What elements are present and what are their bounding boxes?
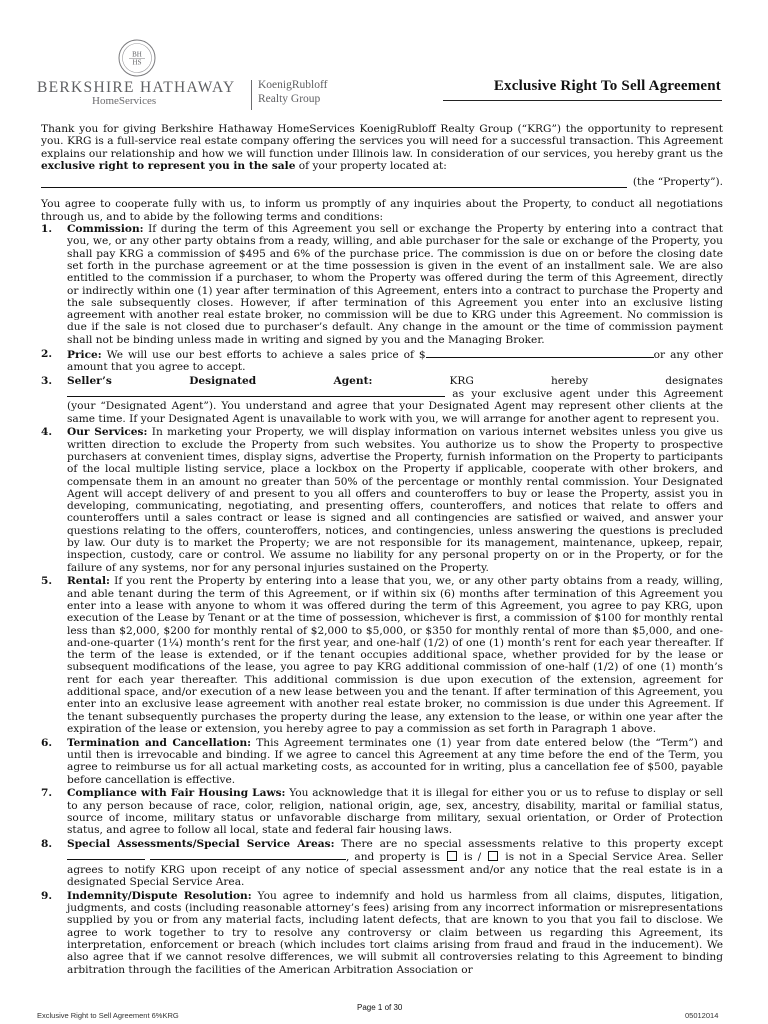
footer-page-number: Page 1 of 30 — [357, 1003, 403, 1012]
section-rental: 5. Rental: If you rent the Property by entering into a lease that you, we, or any other party obtains from a ready, willing, and able tenant during the term of this Agreement, or if within six (6) months after termination of this Agreement you enter into a lease with anyone to whom it was offered during the term of this Agreement, you agree to pay KRG, upon execution of the Lease by Tenant or at the time of possession, whichever is first, a commission of $100 for monthly rental less than $2,000, $200 for monthly rental of $2,000 to $5,000, or $350 for monthly rental of more than $5,000, and one-and-one-quarter (1¼) month’s rent for the first year, and one-half (1/2) of one (1) month’s rent for each year thereafter. If the term of the lease is extended, or if the tenant occupies additional space, whether provided for by the lease or subsequent modifications of the lease, you agree to pay KRG additional commission of one-half (1/2) of one (1) month’s rent for each year thereafter. This additional commission is due upon execution of the extension, agreement for additional space, and/or execution of a new lease between you and the tenant. If after termination of this Agreement, you enter into an exclusive lease agreement with another real estate broker, no commission is due under this Agreement. If the tenant subsequently purchases the property during the lease, any extension to the lease, or within one year after the expiration of the lease or extension, you hereby agree to pay a commission as set forth in Paragraph 1 above. — [41, 575, 723, 735]
section-designated-agent: 3. Seller’s Designated Agent: KRG hereby designates as your exclusive agent under this Agreement (your “Designated Agent”). You understand and agree that your Designated Agent may represent other clients at the same time. If your Designated Agent is unavailable to work with you, we will arrange for another agent to represent you. — [41, 374, 724, 425]
document-title: Exclusive Right To Sell Agreement — [493, 78, 721, 94]
partner-line-2: Realty Group — [258, 93, 321, 105]
section-fair-housing: 7. Compliance with Fair Housing Laws: You acknowledge that it is illegal for either you or us to refuse to display or sell to any person because of race, color, religion, national origin, age, sex, ancestry, disability, marital or familial status, source of income, military status or unfavorable discharge from military, sexual orientation, or Order of Protection status, and agree to follow all local, state and federal fair housing laws. — [41, 787, 723, 837]
is-checkbox[interactable] — [447, 851, 457, 861]
footer-form-name: Exclusive Right to Sell Agreement 6%KRG — [37, 1011, 179, 1020]
partner-line-1: KoenigRubloff — [258, 79, 328, 91]
section-termination: 6. Termination and Cancellation: This Agreement terminates one (1) year from date entered below (the “Term”) and until then is irrevocable and binding. If we agree to cancel this Agreement at any time before the end of the Term, you agree to reimburse us for all actual marketing costs, as accounted for in writing, plus a cancellation fee of $500, payable before cancellation is effective. — [41, 736, 723, 786]
svg-text:HS: HS — [132, 58, 142, 67]
bhhs-seal-logo — [117, 38, 157, 78]
section-price: 2. Price: We will use our best efforts to achieve a sales price of $ or any other amount that you agree to accept. — [41, 347, 723, 373]
section-commission: 1. Commission: If during the term of this Agreement you sell or exchange the Property by entering into a contract that you, we, or any other party obtains from a ready, willing, and able purchaser for the sale or exchange of the Property, you shall pay KRG a commission of $495 and 6% of the purchase price. The commission is due on or before the closing date set forth in the purchase agreement or at the time possession is given in the event of an installment sale. We are also entitled to the commission if a purchaser, to whom the Property was offered during the term of this Agreement, directly or indirectly within one (1) year after termination of this Agreement, enters into a contract to purchase the Property and the sale subsequently closes. However, if after termination of this Agreement you enter into an exclusive listing agreement with another real estate broker, no commission will be due to KRG under this Agreement. No commission is due if the sale is not closed due to purchaser’s default. Any change in the amount or the time of commission payment shall not be binding unless made in writing and signed by you and the Managing Broker. — [41, 223, 723, 346]
section-special-assessments: 8. Special Assessments/Special Service Areas: There are no special assessments relative to this property except , and property is is / is not in a Special Service Area. Seller agrees to notify KRG upon receipt of any notice of special assessment and/or any notice that the real estate is in a designated Special Service Area. — [41, 838, 723, 889]
brand-subtitle: HomeServices — [92, 95, 157, 107]
property-address-field[interactable] — [41, 176, 627, 188]
special-assessment-field-cont[interactable] — [150, 850, 346, 860]
section-indemnity: 9. Indemnity/Dispute Resolution: You agree to indemnify and hold us harmless from all claims, disputes, litigation, judgments, and costs (including reasonable attorney’s fees) arising from any incorrect information or misrepresentations supplied by you or from any material facts, including latent defects, that are known to you that you fail to disclose. We agree to work together to try to resolve any controversy or claim between us regarding this Agreement, its interpretation, enforcement or breach (which includes tort claims arising from fraud and fraud in the inducement). We also agree that if we cannot resolve differences, we will submit all controversies relating to this Agreement to binding arbitration through the facilities of the American Arbitration Association or — [41, 889, 723, 976]
is-not-checkbox[interactable] — [488, 851, 498, 861]
special-assessment-field[interactable] — [67, 850, 145, 860]
property-address-line — [41, 176, 723, 188]
page-header — [0, 0, 768, 118]
section-our-services: 4. Our Services: In marketing your Property, we will display information on various internet websites unless you give us written direction to exclude the Property from such websites. You authorize us to show the Property to prospective purchasers at convenient times, display signs, advertise the Property, furnish information on the Property to participants of the local multiple listing service, place a lockbox on the Property if applicable, cooperate with other brokers, and compensate them in an amount no greater than 50% of the percentage or monthly rental commission. Your Designated Agent will accept delivery of and present to you all offers and counteroffers to buy or lease the Property, assist you in developing, communicating, negotiating, and presenting offers, counteroffers, and notices that relate to offers and counteroffers until a sales contract or lease is signed and all contingencies are satisfied or waived, and answer your questions relating to the offers, counteroffers, notices, and contingencies, unless answering the questions is precluded by law. Our duty is to market the Property; we are not responsible for its management, maintenance, upkeep, repair, inspection, custody, care or control. We assume no liability for any personal property on or in the Property, or for the failure of any systems, nor for any personal injuries sustained on the Property. — [41, 426, 723, 574]
terms-list — [41, 223, 723, 976]
footer-form-code: 05012014 — [685, 1011, 719, 1020]
svg-text:BH: BH — [132, 50, 142, 59]
agreement-body — [41, 123, 723, 977]
brand-partner — [258, 78, 327, 106]
title-underline — [443, 100, 722, 101]
price-field[interactable] — [426, 348, 654, 358]
property-suffix: (the “Property”). — [632, 176, 723, 189]
cooperation-paragraph: You agree to cooperate fully with us, to inform us promptly of any inquiries about the Property, to conduct all negotiations through us, and to abide by the following terms and conditions: — [41, 198, 723, 223]
brand-divider — [251, 80, 252, 110]
brand-name: BERKSHIRE HATHAWAY — [37, 79, 236, 96]
designated-agent-field[interactable] — [67, 387, 445, 397]
intro-paragraph: Thank you for giving Berkshire Hathaway HomeServices KoenigRubloff Realty Group (“KRG”) the opportunity to represent you. KRG is a full-service real estate company offering the services you will need for a successful transaction. This Agreement explains our relationship and how we will function under Illinois law. In consideration of our services, you hereby grant us the exclusive right to represent you in the sale of your property located at: — [41, 123, 723, 172]
